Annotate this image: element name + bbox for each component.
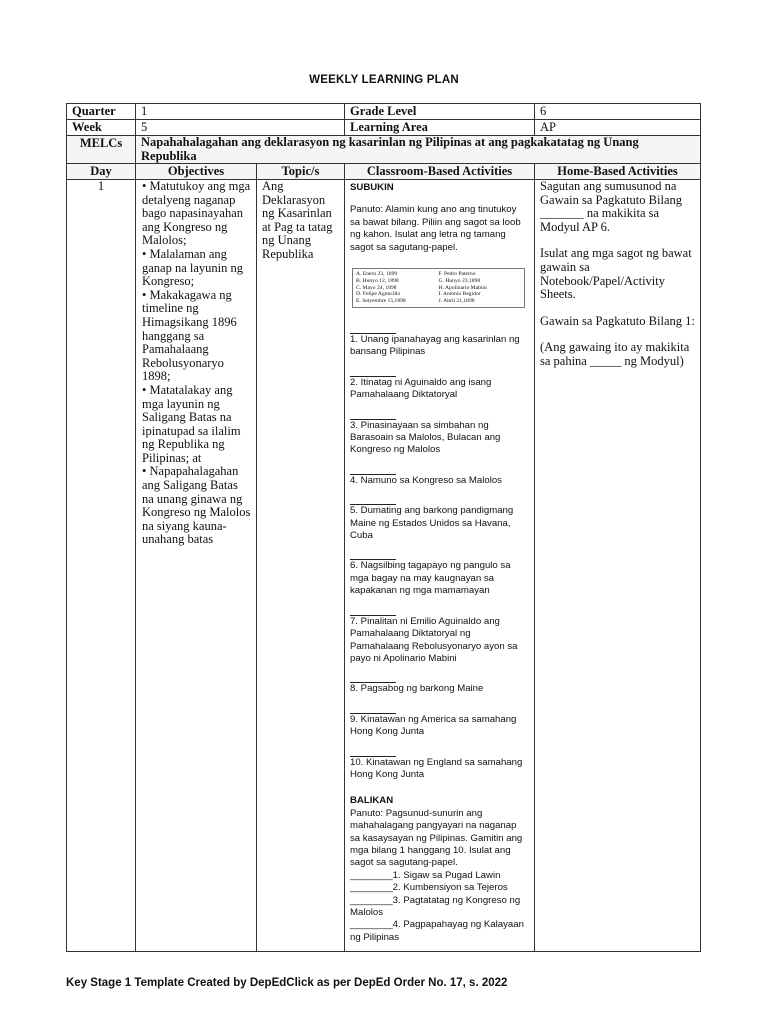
objective-item: • Matatalakay ang mga layunin ng Saligang Batas na ipinatupad sa ilalim ng Republika ng Pilipinas; at xyxy=(142,382,241,465)
grade-level-label: Grade Level xyxy=(345,104,535,120)
question-item: 9. Kinatawan ng America sa samahang Hong Kong Junta xyxy=(350,702,529,739)
question-item: 3. Pinasinayaan sa simbahan ng Barasoain sa Malolos, Bulacan ang Kongreso ng Malolos xyxy=(350,408,529,457)
choices-left-column xyxy=(356,271,439,305)
col-objectives: Objectives xyxy=(136,164,257,180)
home-activity-item: Sagutan ang sumusunod na Gawain sa Pagkatuto Bilang _______ na makikita sa Modyul AP 6. xyxy=(540,179,682,234)
question-item: 1. Unang ipanahayag ang kasarinlan ng bansang Pilipinas xyxy=(350,322,529,359)
choice-item: J. Abril 21,1898 xyxy=(438,298,475,305)
quarter-row xyxy=(67,104,701,120)
choice-item: E. Setyembre 15,1898 xyxy=(356,298,406,305)
balikan-instructions: Panuto: Pagsunud-sunurin ang mahahalagang pangyayari na naganap sa kasaysayan ng Pilipinas. Gamitin ang mga bilang 1 hanggang 10. Isulat ang sagot sa sagutang-papel. xyxy=(350,807,523,869)
page-title: WEEKLY LEARNING PLAN xyxy=(309,74,459,86)
home-activities-cell xyxy=(535,180,701,952)
col-home: Home-Based Activities xyxy=(535,164,701,180)
answer-choices-box xyxy=(352,268,525,308)
home-activity-item: (Ang gawaing ito ay makikita sa pahina _____ ng Modyul) xyxy=(540,340,690,368)
choice-item: G. Hunyo 23,1898 xyxy=(438,277,481,284)
objective-item: • Malalaman ang ganap na layunin ng Kongreso; xyxy=(142,246,244,289)
col-classroom: Classroom-Based Activities xyxy=(345,164,535,180)
col-topics: Topic/s xyxy=(257,164,345,180)
subukin-instructions: Panuto: Alamin kung ano ang tinutukoy sa bawat bilang. Piliin ang sagot sa loob ng kahon. Isulat ang letra ng tamang sagot sa sagutang-papel. xyxy=(350,204,521,253)
choice-item: C. Mayo 24, 1898 xyxy=(356,284,397,291)
weekly-learning-plan-table xyxy=(66,103,701,952)
balikan-item: ________1. Sigaw sa Pugad Lawin xyxy=(350,869,501,881)
objectives-cell xyxy=(136,180,257,952)
subukin-heading: SUBUKIN xyxy=(350,182,394,193)
melcs-row xyxy=(67,136,701,164)
melcs-label: MELCs xyxy=(67,136,136,164)
question-item: 8. Pagsabog ng barkong Maine xyxy=(350,671,529,695)
day-value: 1 xyxy=(67,180,136,952)
footer-credit: Key Stage 1 Template Created by DepEdClick as per DepEd Order No. 17, s. 2022 xyxy=(66,977,508,989)
question-item: 5. Dumating ang barkong pandigmang Maine ng Estados Unidos sa Havana, Cuba xyxy=(350,493,529,542)
day-row xyxy=(67,180,701,952)
question-item: 6. Nagsilbing tagapayo ng pangulo sa mga bagay na may kaugnayan sa kapakanan ng mga mamamayan xyxy=(350,548,529,597)
grade-level-value: 6 xyxy=(535,104,701,120)
choice-item: H. Apolinario Mabini xyxy=(438,284,487,291)
balikan-heading: BALIKAN xyxy=(350,795,394,807)
choices-right-column xyxy=(439,271,522,305)
choice-item: B. Hunyo 12, 1898 xyxy=(356,277,399,284)
home-activity-item: Gawain sa Pagkatuto Bilang 1: xyxy=(540,313,695,328)
choice-item: A. Enero 23, 1899 xyxy=(356,271,398,278)
quarter-value: 1 xyxy=(136,104,345,120)
week-row xyxy=(67,120,701,136)
topic-cell: Ang Deklarasyon ng Kasarinlan at Pag ta tatag ng Unang Republika xyxy=(257,180,345,952)
melcs-value: Napahahalagahan ang deklarasyon ng kasarinlan ng Pilipinas at ang pagkakatatag ng Unang Republika xyxy=(136,136,701,164)
question-item: 7. Pinalitan ni Emilio Aguinaldo ang Pamahalaang Diktatoryal ng Pamahalaang Rebolusyonaryo ayon sa payo ni Apolinario Mabini xyxy=(350,604,529,666)
week-label: Week xyxy=(67,120,136,136)
choice-item: D. Felipe Agoncillo xyxy=(356,291,401,298)
question-item: 2. Itinatag ni Aguinaldo ang isang Pamahalaang Diktatoryal xyxy=(350,365,529,402)
choice-item: F. Pedro Paterno xyxy=(438,271,476,278)
choice-item: I. Antonio Regidor xyxy=(438,291,481,298)
objective-item: • Makakagawa ng timeline ng Himagsikang 1896 hanggang sa Pamahalaang Rebolusyonaryo 1898; xyxy=(142,287,237,384)
balikan-item: ________2. Kumbensiyon sa Tejeros xyxy=(350,882,508,894)
learning-area-value: AP xyxy=(535,120,701,136)
question-item: 4. Namuno sa Kongreso sa Malolos xyxy=(350,463,529,487)
week-value: 5 xyxy=(136,120,345,136)
balikan-item: ________3. Pagtatatag ng Kongreso ng Malolos xyxy=(350,894,521,919)
col-day: Day xyxy=(67,164,136,180)
objective-item: • Napapahalagahan ang Saligang Batas na unang ginawa ng Kongreso ng Malolos na siyang kauna-unahang batas xyxy=(142,464,251,547)
question-item: 10. Kinatawan ng England sa samahang Hong Kong Junta xyxy=(350,745,529,782)
quarter-label: Quarter xyxy=(67,104,136,120)
learning-area-label: Learning Area xyxy=(345,120,535,136)
objective-item: • Matutukoy ang mga detalyeng naganap bago napasinayahan ang Kongreso ng Malolos; xyxy=(142,179,251,248)
home-activity-item: Isulat ang mga sagot ng bawat gawain sa Notebook/Papel/Activity Sheets. xyxy=(540,246,692,302)
balikan-item: ________4. Pagpapahayag ng Kalayaan ng Pilipinas xyxy=(350,919,524,943)
classroom-activities-cell xyxy=(345,180,535,952)
column-header-row xyxy=(67,164,701,180)
